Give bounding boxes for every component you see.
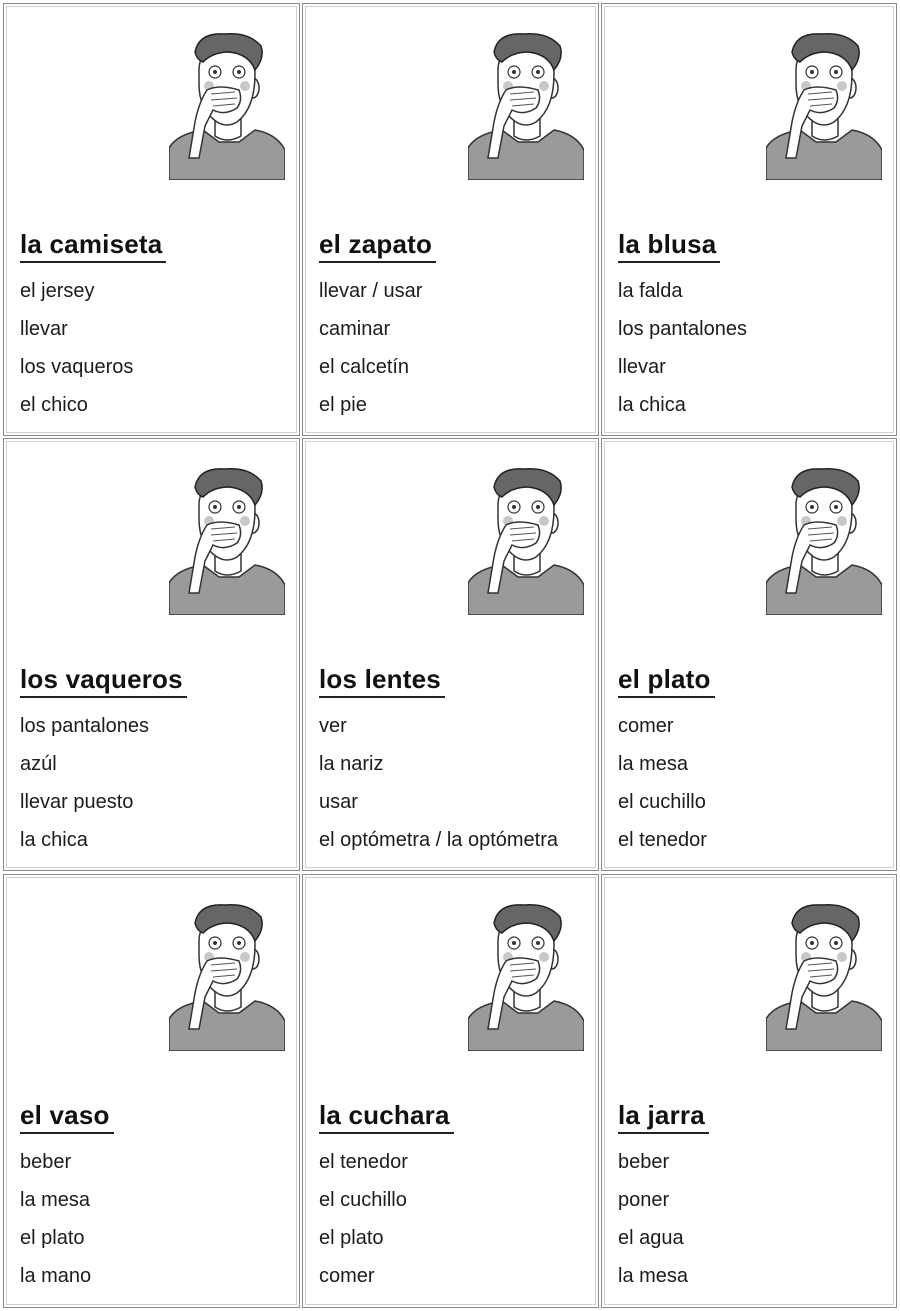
forbidden-words-list [618, 1143, 688, 1295]
forbidden-word: el plato [20, 1227, 85, 1249]
taboo-card [601, 874, 897, 1308]
taboo-card [3, 3, 300, 436]
forbidden-word: el tenedor [618, 829, 707, 851]
taboo-word: los vaqueros [20, 663, 187, 698]
surprised-man-icon [766, 30, 882, 180]
forbidden-word: la chica [618, 394, 686, 416]
forbidden-word: comer [319, 1265, 375, 1287]
forbidden-word: la chica [20, 829, 88, 851]
taboo-word: la jarra [618, 1099, 709, 1134]
surprised-man-icon [169, 901, 285, 1051]
forbidden-word: el jersey [20, 280, 95, 302]
surprised-man-icon [468, 465, 584, 615]
forbidden-word: beber [618, 1151, 670, 1173]
forbidden-word: el cuchillo [319, 1189, 407, 1211]
forbidden-word: los pantalones [20, 715, 149, 737]
forbidden-words-list [618, 707, 707, 859]
surprised-man-icon [766, 465, 882, 615]
forbidden-word: el pie [319, 394, 367, 416]
surprised-man-icon [169, 465, 285, 615]
surprised-man-icon [169, 30, 285, 180]
forbidden-word: llevar [20, 318, 68, 340]
taboo-card [3, 438, 300, 871]
forbidden-word: los pantalones [618, 318, 747, 340]
forbidden-word: el chico [20, 394, 88, 416]
forbidden-words-list [20, 707, 149, 859]
forbidden-word: llevar puesto [20, 791, 134, 813]
surprised-man-icon [766, 901, 882, 1051]
forbidden-word: llevar / usar [319, 280, 423, 302]
forbidden-word: la mesa [20, 1189, 91, 1211]
forbidden-word: comer [618, 715, 674, 737]
taboo-word: la blusa [618, 228, 720, 263]
taboo-word: la camiseta [20, 228, 166, 263]
forbidden-words-list [319, 707, 558, 859]
forbidden-words-list [319, 1143, 408, 1295]
taboo-card [302, 438, 599, 871]
taboo-word: los lentes [319, 663, 445, 698]
forbidden-word: el calcetín [319, 356, 410, 378]
forbidden-word: el optómetra / la optómetra [319, 829, 559, 851]
taboo-word: el plato [618, 663, 715, 698]
forbidden-word: la mesa [618, 753, 689, 775]
taboo-word: el vaso [20, 1099, 114, 1134]
forbidden-word: la falda [618, 280, 683, 302]
forbidden-words-list [20, 1143, 91, 1295]
forbidden-word: poner [618, 1189, 670, 1211]
forbidden-word: la nariz [319, 753, 384, 775]
forbidden-word: caminar [319, 318, 391, 340]
forbidden-word: el tenedor [319, 1151, 408, 1173]
surprised-man-icon [468, 901, 584, 1051]
taboo-word: el zapato [319, 228, 436, 263]
taboo-card [601, 3, 897, 436]
forbidden-word: ver [319, 715, 347, 737]
forbidden-word: la mano [20, 1265, 92, 1287]
taboo-card [302, 874, 599, 1308]
forbidden-word: la mesa [618, 1265, 689, 1287]
surprised-man-icon [468, 30, 584, 180]
taboo-word: la cuchara [319, 1099, 454, 1134]
forbidden-word: beber [20, 1151, 72, 1173]
forbidden-word: los vaqueros [20, 356, 134, 378]
taboo-card [302, 3, 599, 436]
forbidden-word: usar [319, 791, 358, 813]
forbidden-word: el cuchillo [618, 791, 706, 813]
forbidden-words-list [20, 272, 133, 424]
forbidden-word: el plato [319, 1227, 384, 1249]
forbidden-words-list [319, 272, 422, 424]
forbidden-word: llevar [618, 356, 666, 378]
forbidden-word: el agua [618, 1227, 684, 1249]
forbidden-words-list [618, 272, 747, 424]
forbidden-word: azúl [20, 753, 57, 775]
taboo-card [3, 874, 300, 1308]
taboo-card [601, 438, 897, 871]
